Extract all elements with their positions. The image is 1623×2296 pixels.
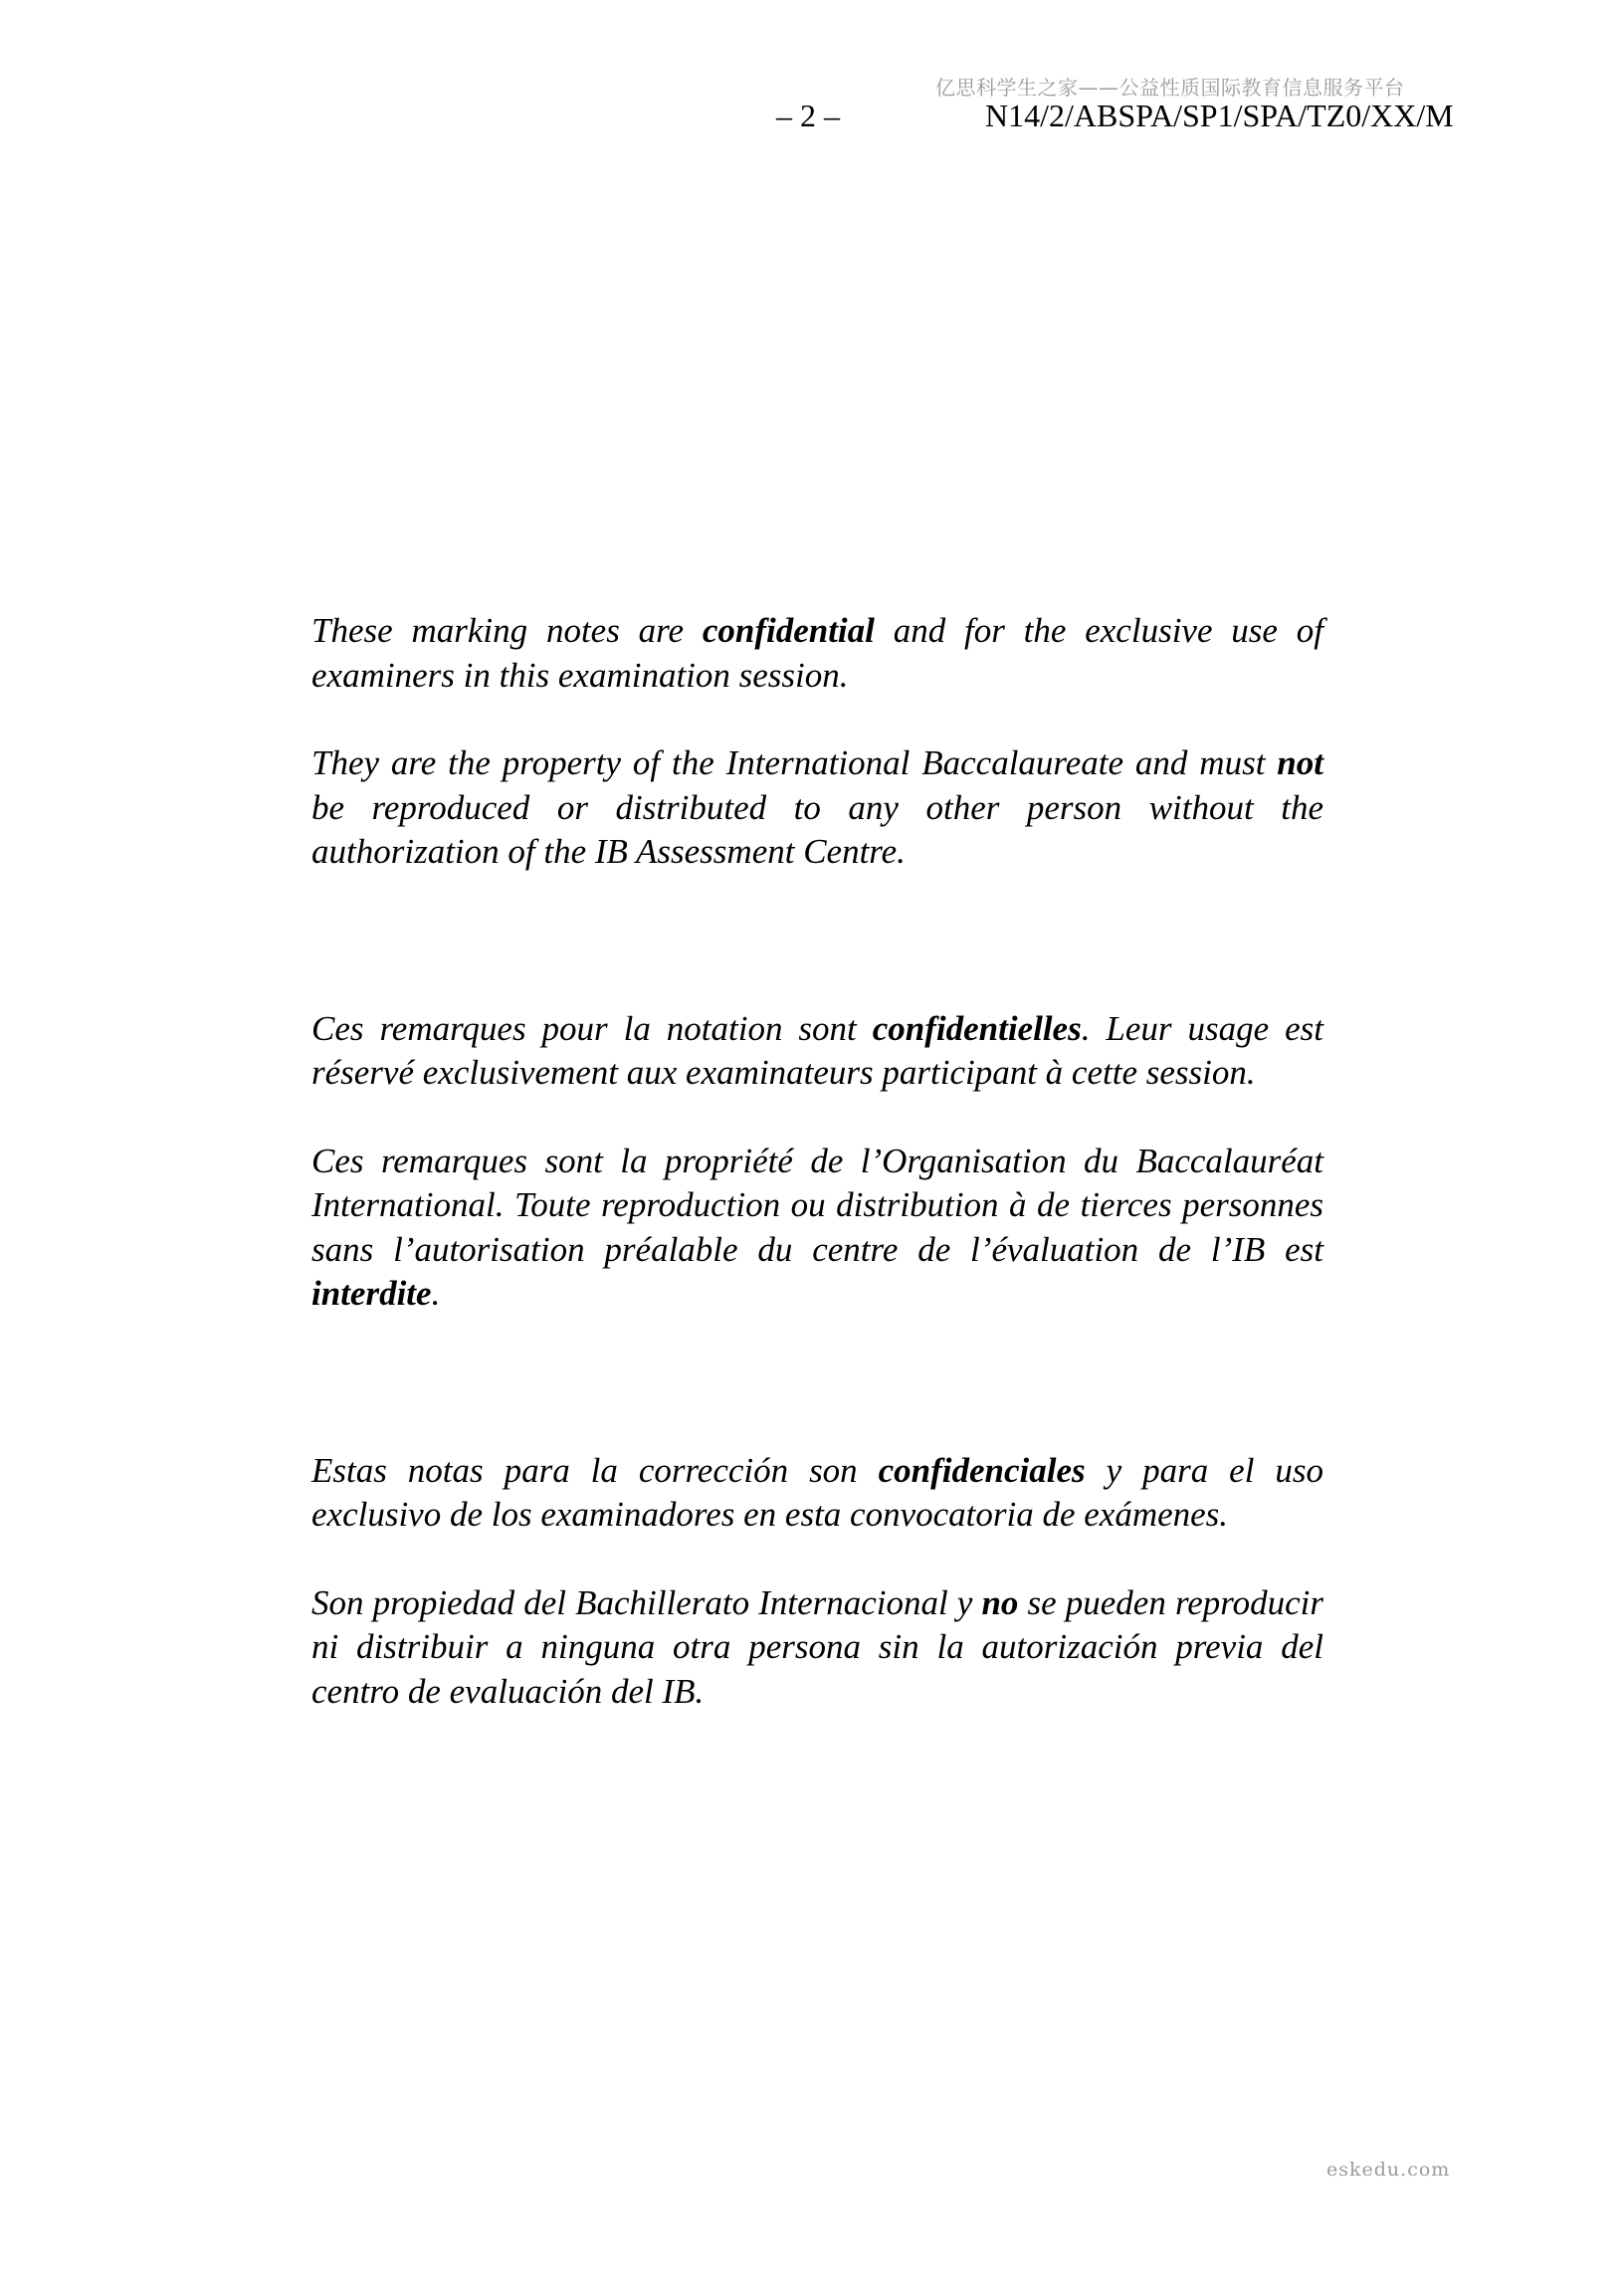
english-paragraph-2 [311, 741, 1323, 875]
emphasis-text: confidential [702, 611, 875, 650]
emphasis-text: confidentielles [872, 1008, 1082, 1048]
text-segment: Estas notas para la corrección son [311, 1450, 879, 1490]
text-segment: Ces remarques sont la propriété de l’Organisation du Baccalauréat International. Toute reproduction ou distribution à de tierces personnes sans l’autorisation préalable du centre de l’évaluation de l’IB est [311, 1141, 1323, 1269]
french-paragraph-1 [311, 1007, 1323, 1096]
emphasis-text: not [1277, 743, 1323, 782]
watermark-top: 亿思科学生之家——公益性质国际教育信息服务平台 [935, 76, 1405, 100]
text-segment: These marking notes are [311, 611, 703, 650]
text-segment: They are the property of the International Baccalaureate and must [311, 743, 1278, 782]
text-segment: and for the exclusive use of examiners in this examination session. [311, 611, 1323, 695]
watermark-bottom: eskedu.com [1326, 2159, 1451, 2181]
french-paragraph-2 [311, 1140, 1323, 1317]
confidentiality-notice [311, 609, 1323, 1714]
text-segment: . [431, 1274, 441, 1313]
emphasis-text: interdite [311, 1274, 432, 1313]
text-segment: y para el uso exclusivo de los examinadores en esta convocatoria de exámenes. [311, 1450, 1323, 1534]
spanish-paragraph-2 [311, 1581, 1323, 1715]
emphasis-text: confidenciales [878, 1450, 1086, 1490]
text-segment: Ces remarques pour la notation sont [311, 1008, 873, 1048]
emphasis-text: no [981, 1582, 1019, 1622]
spanish-paragraph-1 [311, 1449, 1323, 1538]
document-code: N14/2/ABSPA/SP1/SPA/TZ0/XX/M [985, 98, 1454, 133]
text-segment: . Leur usage est réservé exclusivement aux examinateurs participant à cette session. [311, 1008, 1323, 1092]
english-paragraph-1 [311, 609, 1323, 698]
text-segment: se pueden reproducir ni distribuir a ninguna otra persona sin la autorización previa del centro de evaluación del IB. [311, 1582, 1323, 1711]
text-segment: Son propiedad del Bachillerato Internacional y [311, 1582, 982, 1622]
page-number: – 2 – [776, 98, 840, 133]
text-segment: be reproduced or distributed to any other person without the authorization of the IB Assessment Centre. [311, 787, 1323, 871]
